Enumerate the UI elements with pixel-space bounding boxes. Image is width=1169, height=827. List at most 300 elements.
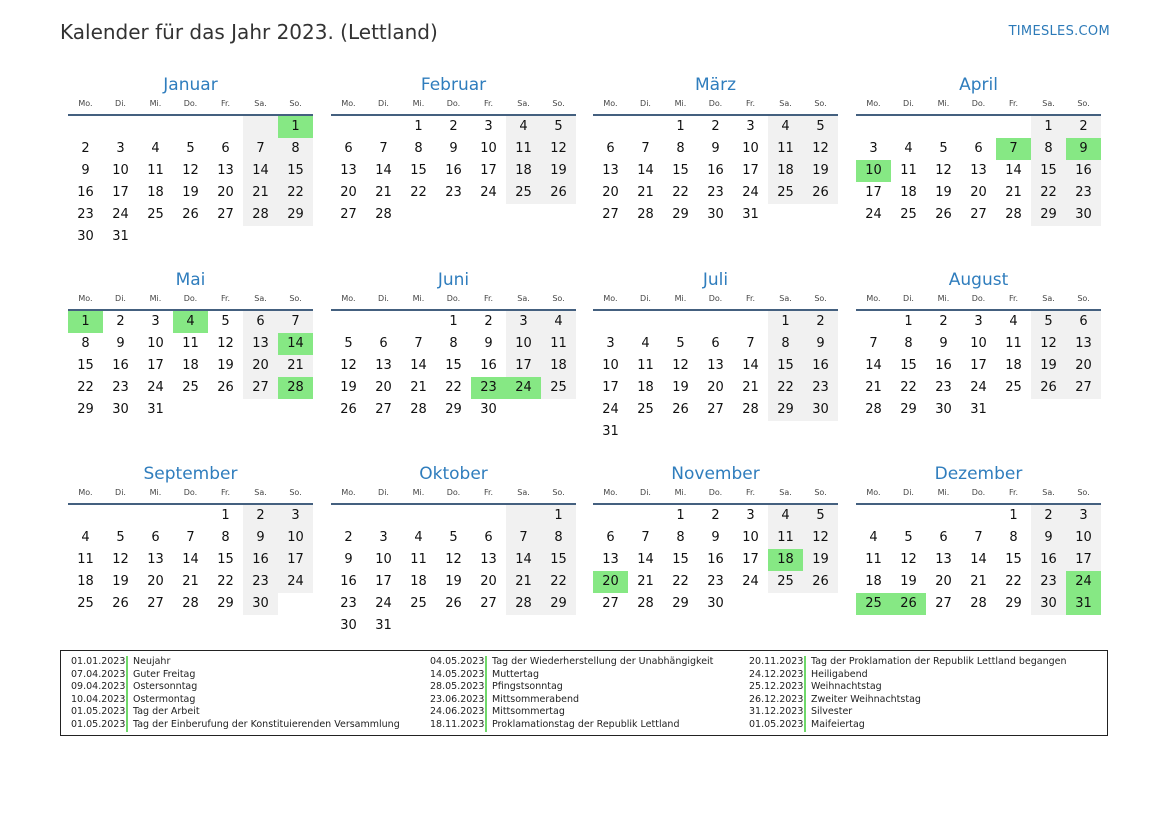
day-cell[interactable]: 11 <box>541 333 576 355</box>
day-cell[interactable]: 2 <box>243 505 278 527</box>
day-cell[interactable]: 1 <box>449 314 458 329</box>
day-cell[interactable]: 21 <box>970 574 987 589</box>
day-cell[interactable]: 16 <box>340 574 357 589</box>
day-cell[interactable]: 28 <box>865 402 882 417</box>
day-cell[interactable]: 6 <box>606 141 615 156</box>
day-cell[interactable]: 18 <box>506 160 541 182</box>
day-cell[interactable]: 19 <box>182 185 199 200</box>
day-cell[interactable]: 25 <box>900 207 917 222</box>
day-cell[interactable]: 29 <box>278 204 313 226</box>
day-cell[interactable]: 20 <box>1066 355 1101 377</box>
day-cell[interactable]: 18 <box>147 185 164 200</box>
day-cell[interactable]: 15 <box>672 552 689 567</box>
day-cell[interactable]: 7 <box>869 336 878 351</box>
day-cell[interactable]: 5 <box>904 530 913 545</box>
day-cell[interactable]: 9 <box>803 333 838 355</box>
day-cell[interactable]: 28 <box>410 402 427 417</box>
day-cell[interactable]: 23 <box>1066 182 1101 204</box>
day-cell[interactable]: 3 <box>116 141 125 156</box>
day-cell[interactable]: 18 <box>637 380 654 395</box>
day-cell[interactable]: 28 <box>637 596 654 611</box>
day-cell[interactable]: 25 <box>1005 380 1022 395</box>
day-cell[interactable]: 19 <box>217 358 234 373</box>
day-cell[interactable]: 7 <box>278 311 313 333</box>
day-cell[interactable]: 21 <box>1005 185 1022 200</box>
day-cell[interactable]: 5 <box>116 530 125 545</box>
day-cell[interactable]: 1 <box>676 119 685 134</box>
day-cell[interactable]: 20 <box>243 355 278 377</box>
day-cell[interactable]: 31 <box>147 402 164 417</box>
day-cell[interactable]: 20 <box>935 574 952 589</box>
day-cell[interactable]: 30 <box>340 618 357 633</box>
day-cell[interactable]: 20 <box>602 185 619 200</box>
day-cell[interactable]: 6 <box>974 141 983 156</box>
day-cell[interactable]: 13 <box>243 333 278 355</box>
day-cell[interactable]: 23 <box>445 185 462 200</box>
day-cell[interactable]: 10 <box>112 163 129 178</box>
day-cell[interactable]: 20 <box>375 380 392 395</box>
day-cell[interactable]: 3 <box>379 530 388 545</box>
day-cell[interactable]: 12 <box>182 163 199 178</box>
day-cell[interactable]: 17 <box>375 574 392 589</box>
day-cell[interactable]: 19 <box>541 160 576 182</box>
day-cell[interactable]: 5 <box>803 116 838 138</box>
day-cell[interactable]: 22 <box>1031 182 1066 204</box>
day-cell[interactable]: 30 <box>935 402 952 417</box>
day-cell[interactable]: 6 <box>711 336 720 351</box>
day-cell[interactable]: 11 <box>506 138 541 160</box>
day-cell[interactable]: 10 <box>278 527 313 549</box>
day-cell[interactable]: 16 <box>445 163 462 178</box>
day-cell[interactable]: 13 <box>602 163 619 178</box>
day-cell[interactable]: 10 <box>970 336 987 351</box>
day-cell[interactable]: 11 <box>865 552 882 567</box>
day-cell[interactable]: 26 <box>217 380 234 395</box>
day-cell[interactable]: 4 <box>414 530 423 545</box>
day-cell[interactable]: 20 <box>217 185 234 200</box>
day-cell[interactable]: 27 <box>602 207 619 222</box>
day-cell[interactable]: 8 <box>221 530 230 545</box>
day-cell[interactable]: 25 <box>541 377 576 399</box>
day-cell[interactable]: 8 <box>278 138 313 160</box>
day-cell[interactable]: 24 <box>278 571 313 593</box>
day-cell[interactable]: 27 <box>340 207 357 222</box>
day-cell[interactable]: 30 <box>707 596 724 611</box>
day-cell[interactable]: 24 <box>112 207 129 222</box>
day-cell[interactable]: 29 <box>541 593 576 615</box>
day-cell[interactable]: 7 <box>974 530 983 545</box>
day-cell[interactable]: 28 <box>637 207 654 222</box>
day-cell[interactable]: 20 <box>340 185 357 200</box>
day-cell[interactable]: 13 <box>1066 333 1101 355</box>
day-cell[interactable]: 6 <box>379 336 388 351</box>
day-cell[interactable]: 31 <box>375 618 392 633</box>
day-cell[interactable]: 1 <box>1031 116 1066 138</box>
day-cell[interactable]: 26 <box>803 571 838 593</box>
day-cell[interactable]: 30 <box>480 402 497 417</box>
day-cell[interactable]: 21 <box>182 574 199 589</box>
day-cell[interactable]: 13 <box>480 552 497 567</box>
day-cell[interactable]: 30 <box>803 399 838 421</box>
day-cell[interactable]: 27 <box>217 207 234 222</box>
day-cell[interactable]: 6 <box>151 530 160 545</box>
day-cell[interactable]: 2 <box>81 141 90 156</box>
day-cell[interactable]: 2 <box>711 508 720 523</box>
day-cell[interactable]: 26 <box>340 402 357 417</box>
day-cell[interactable]: 29 <box>445 402 462 417</box>
day-cell[interactable]: 17 <box>147 358 164 373</box>
day-cell[interactable]: 29 <box>672 207 689 222</box>
day-cell[interactable]: 6 <box>344 141 353 156</box>
day-cell[interactable]: 23 <box>707 574 724 589</box>
day-cell[interactable]: 24 <box>865 207 882 222</box>
day-cell[interactable]: 18 <box>182 358 199 373</box>
day-cell[interactable]: 27 <box>480 596 497 611</box>
day-cell[interactable]: 6 <box>606 530 615 545</box>
day-cell[interactable]: 13 <box>707 358 724 373</box>
day-cell[interactable]: 1 <box>768 311 803 333</box>
day-cell[interactable]: 22 <box>1005 574 1022 589</box>
day-cell[interactable]: 4 <box>904 141 913 156</box>
day-cell[interactable]: 26 <box>891 593 926 615</box>
day-cell[interactable]: 24 <box>742 185 759 200</box>
day-cell[interactable]: 28 <box>278 377 313 399</box>
day-cell[interactable]: 10 <box>742 141 759 156</box>
day-cell[interactable]: 12 <box>900 552 917 567</box>
day-cell[interactable]: 1 <box>278 116 313 138</box>
day-cell[interactable]: 12 <box>445 552 462 567</box>
day-cell[interactable]: 3 <box>746 119 755 134</box>
day-cell[interactable]: 27 <box>970 207 987 222</box>
day-cell[interactable]: 3 <box>1066 505 1101 527</box>
day-cell[interactable]: 26 <box>935 207 952 222</box>
day-cell[interactable]: 20 <box>593 571 628 593</box>
day-cell[interactable]: 23 <box>112 380 129 395</box>
day-cell[interactable]: 7 <box>379 141 388 156</box>
day-cell[interactable]: 21 <box>637 185 654 200</box>
day-cell[interactable]: 21 <box>410 380 427 395</box>
day-cell[interactable]: 28 <box>742 402 759 417</box>
day-cell[interactable]: 8 <box>1009 530 1018 545</box>
day-cell[interactable]: 2 <box>711 119 720 134</box>
day-cell[interactable]: 5 <box>1031 311 1066 333</box>
day-cell[interactable]: 6 <box>939 530 948 545</box>
day-cell[interactable]: 8 <box>1031 138 1066 160</box>
day-cell[interactable]: 7 <box>641 141 650 156</box>
day-cell[interactable]: 3 <box>484 119 493 134</box>
day-cell[interactable]: 29 <box>217 596 234 611</box>
day-cell[interactable]: 16 <box>243 549 278 571</box>
day-cell[interactable]: 2 <box>1031 505 1066 527</box>
day-cell[interactable]: 11 <box>182 336 199 351</box>
day-cell[interactable]: 14 <box>970 552 987 567</box>
day-cell[interactable]: 28 <box>1005 207 1022 222</box>
day-cell[interactable]: 6 <box>243 311 278 333</box>
day-cell[interactable]: 10 <box>1066 527 1101 549</box>
day-cell[interactable]: 22 <box>410 185 427 200</box>
day-cell[interactable]: 22 <box>541 571 576 593</box>
day-cell[interactable]: 10 <box>602 358 619 373</box>
day-cell[interactable]: 24 <box>742 574 759 589</box>
day-cell[interactable]: 4 <box>541 311 576 333</box>
day-cell[interactable]: 1 <box>904 314 913 329</box>
day-cell[interactable]: 26 <box>672 402 689 417</box>
brand-link[interactable]: TIMESLES.COM <box>1008 24 1110 39</box>
day-cell[interactable]: 25 <box>637 402 654 417</box>
day-cell[interactable]: 5 <box>541 116 576 138</box>
day-cell[interactable]: 6 <box>1066 311 1101 333</box>
day-cell[interactable]: 7 <box>746 336 755 351</box>
day-cell[interactable]: 7 <box>186 530 195 545</box>
day-cell[interactable]: 18 <box>768 160 803 182</box>
day-cell[interactable]: 16 <box>77 185 94 200</box>
day-cell[interactable]: 13 <box>340 163 357 178</box>
day-cell[interactable]: 13 <box>970 163 987 178</box>
day-cell[interactable]: 12 <box>541 138 576 160</box>
day-cell[interactable]: 6 <box>221 141 230 156</box>
day-cell[interactable]: 5 <box>449 530 458 545</box>
day-cell[interactable]: 13 <box>147 552 164 567</box>
day-cell[interactable]: 22 <box>217 574 234 589</box>
day-cell[interactable]: 24 <box>506 377 541 399</box>
day-cell[interactable]: 3 <box>606 336 615 351</box>
day-cell[interactable]: 14 <box>375 163 392 178</box>
day-cell[interactable]: 1 <box>414 119 423 134</box>
day-cell[interactable]: 10 <box>147 336 164 351</box>
day-cell[interactable]: 24 <box>1066 571 1101 593</box>
day-cell[interactable]: 4 <box>869 530 878 545</box>
day-cell[interactable]: 31 <box>1066 593 1101 615</box>
day-cell[interactable]: 15 <box>672 163 689 178</box>
day-cell[interactable]: 11 <box>1005 336 1022 351</box>
day-cell[interactable]: 4 <box>151 141 160 156</box>
day-cell[interactable]: 27 <box>707 402 724 417</box>
day-cell[interactable]: 24 <box>375 596 392 611</box>
day-cell[interactable]: 25 <box>506 182 541 204</box>
day-cell[interactable]: 31 <box>112 229 129 244</box>
day-cell[interactable]: 31 <box>970 402 987 417</box>
day-cell[interactable]: 5 <box>939 141 948 156</box>
day-cell[interactable]: 15 <box>410 163 427 178</box>
day-cell[interactable]: 24 <box>602 402 619 417</box>
day-cell[interactable]: 14 <box>865 358 882 373</box>
day-cell[interactable]: 22 <box>278 182 313 204</box>
day-cell[interactable]: 27 <box>243 377 278 399</box>
day-cell[interactable]: 2 <box>939 314 948 329</box>
day-cell[interactable]: 23 <box>707 185 724 200</box>
day-cell[interactable]: 3 <box>869 141 878 156</box>
day-cell[interactable]: 11 <box>410 552 427 567</box>
day-cell[interactable]: 18 <box>865 574 882 589</box>
day-cell[interactable]: 28 <box>375 207 392 222</box>
day-cell[interactable]: 15 <box>900 358 917 373</box>
day-cell[interactable]: 30 <box>707 207 724 222</box>
day-cell[interactable]: 5 <box>803 505 838 527</box>
day-cell[interactable]: 1 <box>676 508 685 523</box>
day-cell[interactable]: 9 <box>81 163 90 178</box>
day-cell[interactable]: 25 <box>147 207 164 222</box>
day-cell[interactable]: 1 <box>1009 508 1018 523</box>
day-cell[interactable]: 26 <box>182 207 199 222</box>
day-cell[interactable]: 12 <box>112 552 129 567</box>
day-cell[interactable]: 26 <box>445 596 462 611</box>
day-cell[interactable]: 16 <box>707 163 724 178</box>
day-cell[interactable]: 25 <box>410 596 427 611</box>
day-cell[interactable]: 9 <box>344 552 353 567</box>
day-cell[interactable]: 16 <box>707 552 724 567</box>
day-cell[interactable]: 9 <box>484 336 493 351</box>
day-cell[interactable]: 18 <box>900 185 917 200</box>
day-cell[interactable]: 23 <box>935 380 952 395</box>
day-cell[interactable]: 9 <box>939 336 948 351</box>
day-cell[interactable]: 13 <box>217 163 234 178</box>
day-cell[interactable]: 29 <box>77 402 94 417</box>
day-cell[interactable]: 14 <box>637 552 654 567</box>
day-cell[interactable]: 19 <box>1031 355 1066 377</box>
day-cell[interactable]: 17 <box>742 552 759 567</box>
day-cell[interactable]: 14 <box>182 552 199 567</box>
day-cell[interactable]: 4 <box>641 336 650 351</box>
day-cell[interactable]: 16 <box>1066 160 1101 182</box>
day-cell[interactable]: 12 <box>672 358 689 373</box>
day-cell[interactable]: 22 <box>900 380 917 395</box>
day-cell[interactable]: 3 <box>506 311 541 333</box>
day-cell[interactable]: 17 <box>865 185 882 200</box>
day-cell[interactable]: 30 <box>1066 204 1101 226</box>
day-cell[interactable]: 13 <box>935 552 952 567</box>
day-cell[interactable]: 15 <box>278 160 313 182</box>
day-cell[interactable]: 25 <box>856 593 891 615</box>
day-cell[interactable]: 11 <box>768 138 803 160</box>
day-cell[interactable]: 3 <box>151 314 160 329</box>
day-cell[interactable]: 28 <box>182 596 199 611</box>
day-cell[interactable]: 11 <box>900 163 917 178</box>
day-cell[interactable]: 8 <box>676 530 685 545</box>
day-cell[interactable]: 21 <box>506 571 541 593</box>
day-cell[interactable]: 10 <box>856 160 891 182</box>
day-cell[interactable]: 14 <box>506 549 541 571</box>
day-cell[interactable]: 3 <box>278 505 313 527</box>
day-cell[interactable]: 8 <box>81 336 90 351</box>
day-cell[interactable]: 8 <box>768 333 803 355</box>
day-cell[interactable]: 7 <box>996 138 1031 160</box>
day-cell[interactable]: 1 <box>68 311 103 333</box>
day-cell[interactable]: 31 <box>742 207 759 222</box>
day-cell[interactable]: 19 <box>803 549 838 571</box>
day-cell[interactable]: 4 <box>768 505 803 527</box>
day-cell[interactable]: 12 <box>935 163 952 178</box>
day-cell[interactable]: 31 <box>602 424 619 439</box>
day-cell[interactable]: 30 <box>77 229 94 244</box>
day-cell[interactable]: 15 <box>77 358 94 373</box>
day-cell[interactable]: 12 <box>340 358 357 373</box>
day-cell[interactable]: 18 <box>77 574 94 589</box>
day-cell[interactable]: 13 <box>602 552 619 567</box>
day-cell[interactable]: 28 <box>243 204 278 226</box>
day-cell[interactable]: 2 <box>484 314 493 329</box>
day-cell[interactable]: 2 <box>1066 116 1101 138</box>
day-cell[interactable]: 17 <box>602 380 619 395</box>
day-cell[interactable]: 26 <box>803 182 838 204</box>
day-cell[interactable]: 5 <box>676 336 685 351</box>
day-cell[interactable]: 18 <box>410 574 427 589</box>
day-cell[interactable]: 8 <box>449 336 458 351</box>
day-cell[interactable]: 14 <box>243 160 278 182</box>
day-cell[interactable]: 15 <box>217 552 234 567</box>
day-cell[interactable]: 28 <box>970 596 987 611</box>
day-cell[interactable]: 14 <box>1005 163 1022 178</box>
day-cell[interactable]: 17 <box>742 163 759 178</box>
day-cell[interactable]: 4 <box>173 311 208 333</box>
day-cell[interactable]: 21 <box>865 380 882 395</box>
day-cell[interactable]: 23 <box>803 377 838 399</box>
day-cell[interactable]: 25 <box>768 571 803 593</box>
day-cell[interactable]: 19 <box>803 160 838 182</box>
day-cell[interactable]: 16 <box>935 358 952 373</box>
day-cell[interactable]: 27 <box>1066 377 1101 399</box>
day-cell[interactable]: 2 <box>449 119 458 134</box>
day-cell[interactable]: 17 <box>112 185 129 200</box>
day-cell[interactable]: 28 <box>506 593 541 615</box>
day-cell[interactable]: 15 <box>541 549 576 571</box>
day-cell[interactable]: 5 <box>344 336 353 351</box>
day-cell[interactable]: 21 <box>375 185 392 200</box>
day-cell[interactable]: 27 <box>602 596 619 611</box>
day-cell[interactable]: 18 <box>541 355 576 377</box>
day-cell[interactable]: 30 <box>112 402 129 417</box>
day-cell[interactable]: 17 <box>278 549 313 571</box>
day-cell[interactable]: 15 <box>445 358 462 373</box>
day-cell[interactable]: 19 <box>672 380 689 395</box>
day-cell[interactable]: 1 <box>541 505 576 527</box>
day-cell[interactable]: 12 <box>803 138 838 160</box>
day-cell[interactable]: 27 <box>375 402 392 417</box>
day-cell[interactable]: 27 <box>147 596 164 611</box>
day-cell[interactable]: 16 <box>803 355 838 377</box>
day-cell[interactable]: 3 <box>974 314 983 329</box>
day-cell[interactable]: 20 <box>970 185 987 200</box>
day-cell[interactable]: 14 <box>742 358 759 373</box>
day-cell[interactable]: 20 <box>707 380 724 395</box>
day-cell[interactable]: 3 <box>746 508 755 523</box>
day-cell[interactable]: 7 <box>243 138 278 160</box>
day-cell[interactable]: 2 <box>803 311 838 333</box>
day-cell[interactable]: 19 <box>340 380 357 395</box>
day-cell[interactable]: 4 <box>506 116 541 138</box>
day-cell[interactable]: 2 <box>116 314 125 329</box>
day-cell[interactable]: 17 <box>506 355 541 377</box>
day-cell[interactable]: 20 <box>147 574 164 589</box>
day-cell[interactable]: 9 <box>1031 527 1066 549</box>
day-cell[interactable]: 4 <box>81 530 90 545</box>
day-cell[interactable]: 12 <box>1031 333 1066 355</box>
day-cell[interactable]: 25 <box>768 182 803 204</box>
day-cell[interactable]: 24 <box>970 380 987 395</box>
day-cell[interactable]: 9 <box>1066 138 1101 160</box>
day-cell[interactable]: 30 <box>1031 593 1066 615</box>
day-cell[interactable]: 10 <box>506 333 541 355</box>
day-cell[interactable]: 21 <box>742 380 759 395</box>
day-cell[interactable]: 9 <box>116 336 125 351</box>
day-cell[interactable]: 11 <box>77 552 94 567</box>
day-cell[interactable]: 14 <box>637 163 654 178</box>
day-cell[interactable]: 27 <box>935 596 952 611</box>
day-cell[interactable]: 22 <box>445 380 462 395</box>
day-cell[interactable]: 8 <box>541 527 576 549</box>
day-cell[interactable]: 15 <box>1031 160 1066 182</box>
day-cell[interactable]: 17 <box>970 358 987 373</box>
day-cell[interactable]: 25 <box>77 596 94 611</box>
